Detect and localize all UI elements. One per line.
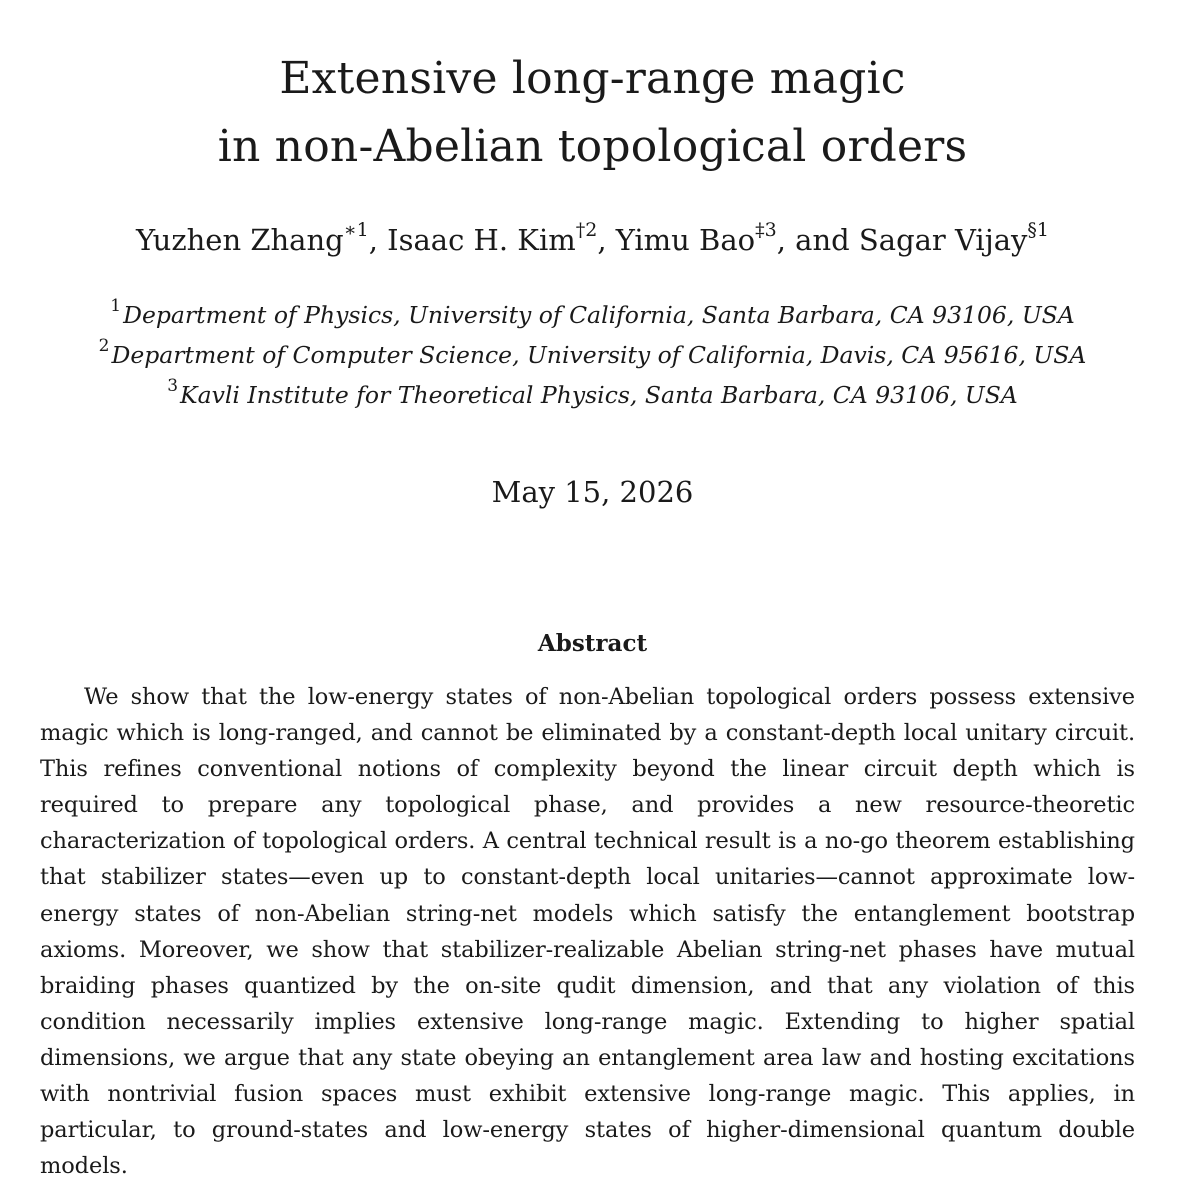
affiliation-text: Kavli Institute for Theoretical Physics, Santa Barbara, CA 93106, USA — [180, 381, 1018, 409]
author-name: Isaac H. Kim — [387, 223, 576, 257]
author-marks: §1 — [1027, 219, 1049, 242]
affiliation-number: 1 — [110, 296, 122, 317]
affiliation-number: 2 — [98, 336, 110, 357]
paper-title — [0, 45, 1185, 181]
author-name: Yimu Bao — [615, 223, 756, 257]
paper-date: May 15, 2026 — [491, 475, 694, 509]
author — [858, 219, 1049, 257]
author-marks: †2 — [575, 219, 598, 242]
author-name: Yuzhen Zhang — [136, 223, 344, 257]
author — [136, 219, 369, 257]
abstract-body: We show that the low-energy states of non-Abelian topological orders possess extensive magic which is long-ranged, and cannot be eliminated by a constant-depth local unitary circuit. This refines conventional notions of complexity beyond the linear circuit depth which is required to prepare any topological phase, and provides a new resource-theoretic characterization of topological orders. A central technical result is a no-go theorem establishing that stabilizer states—even up to constant-depth local unitaries—cannot approximate low-energy states of non-Abelian string-net models which satisfy the entanglement bootstrap axioms. Moreover, we show that stabilizer-realizable Abelian string-net phases have mutual braiding phases quantized by the on-site qudit dimension, and that any violation of this condition necessarily implies extensive long-range magic. Extending to higher spatial dimensions, we argue that any state obeying an entanglement area law and hosting excitations with nontrivial fusion spaces must exhibit extensive long-range magic. This applies, in particular, to ground-states and low-energy states of higher-dimensional quantum double models. — [40, 684, 1135, 1180]
affiliation-number: 3 — [167, 376, 179, 397]
affiliation-text: Department of Computer Science, University of California, Davis, CA 95616, USA — [111, 341, 1087, 369]
affiliation — [0, 335, 1185, 375]
author-separator: , — [597, 223, 616, 257]
author — [615, 219, 777, 257]
affiliation-text: Department of Physics, University of California, Santa Barbara, CA 93106, USA — [123, 301, 1075, 329]
abstract-heading: Abstract — [537, 630, 648, 657]
author-name: Sagar Vijay — [858, 223, 1028, 257]
author-marks: ‡3 — [755, 219, 777, 242]
author-separator: , — [368, 223, 388, 257]
title-line-1: Extensive long-range magic — [279, 53, 906, 104]
author-marks: ∗1 — [343, 219, 369, 242]
title-line-2: in non-Abelian topological orders — [217, 121, 968, 172]
author-separator: , and — [776, 223, 859, 257]
affiliation-list — [0, 295, 1185, 415]
affiliation — [0, 295, 1185, 335]
author — [387, 219, 598, 257]
author-list — [0, 219, 1185, 258]
affiliation — [0, 375, 1185, 415]
